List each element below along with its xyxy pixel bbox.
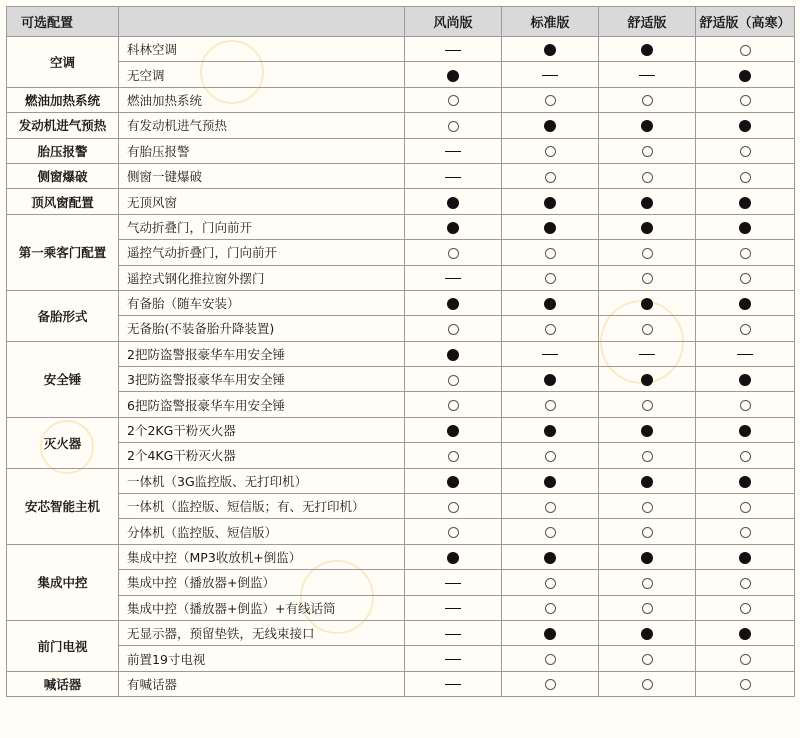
empty-circle-icon xyxy=(448,324,459,335)
empty-circle-icon xyxy=(448,502,459,513)
empty-circle-icon xyxy=(740,172,751,183)
empty-circle-icon xyxy=(448,375,459,386)
header-standard: 标准版 xyxy=(502,7,599,37)
mark-cell-comfort xyxy=(599,189,696,214)
mark-cell-comfort xyxy=(599,595,696,620)
empty-circle-icon xyxy=(740,146,751,157)
filled-circle-icon xyxy=(641,44,653,56)
mark-cell-fengshang xyxy=(405,138,502,163)
item-cell: 有发动机进气预热 xyxy=(119,113,405,138)
mark-cell-comfort-cold xyxy=(696,138,795,163)
table-row xyxy=(7,214,795,239)
table-row xyxy=(7,494,795,519)
header-row xyxy=(7,7,795,37)
item-cell: 集成中控（MP3收放机+倒监） xyxy=(119,544,405,569)
mark-cell-comfort-cold xyxy=(696,113,795,138)
mark-cell-standard xyxy=(502,163,599,188)
empty-circle-icon xyxy=(740,45,751,56)
empty-circle-icon xyxy=(448,527,459,538)
filled-circle-icon xyxy=(447,349,459,361)
empty-circle-icon xyxy=(545,273,556,284)
filled-circle-icon xyxy=(641,476,653,488)
dash-icon xyxy=(445,583,461,584)
config-table xyxy=(6,6,795,697)
empty-circle-icon xyxy=(642,451,653,462)
mark-cell-comfort xyxy=(599,138,696,163)
filled-circle-icon xyxy=(544,628,556,640)
item-cell: 2个4KG干粉灭火器 xyxy=(119,443,405,468)
table-row xyxy=(7,620,795,645)
table-row xyxy=(7,367,795,392)
mark-cell-fengshang xyxy=(405,646,502,671)
mark-cell-standard xyxy=(502,595,599,620)
filled-circle-icon xyxy=(739,628,751,640)
mark-cell-standard xyxy=(502,417,599,442)
mark-cell-comfort-cold xyxy=(696,468,795,493)
mark-cell-standard xyxy=(502,519,599,544)
item-cell: 无顶风窗 xyxy=(119,189,405,214)
empty-circle-icon xyxy=(448,95,459,106)
item-cell: 有备胎（随车安装） xyxy=(119,290,405,315)
filled-circle-icon xyxy=(544,120,556,132)
empty-circle-icon xyxy=(740,400,751,411)
item-cell: 无备胎(不装备胎升降装置) xyxy=(119,316,405,341)
empty-circle-icon xyxy=(545,95,556,106)
mark-cell-comfort xyxy=(599,62,696,87)
mark-cell-fengshang xyxy=(405,37,502,62)
mark-cell-comfort-cold xyxy=(696,265,795,290)
category-cell: 胎压报警 xyxy=(7,138,119,163)
item-cell: 侧窗一键爆破 xyxy=(119,163,405,188)
mark-cell-comfort-cold xyxy=(696,570,795,595)
item-cell: 科林空调 xyxy=(119,37,405,62)
filled-circle-icon xyxy=(641,374,653,386)
mark-cell-fengshang xyxy=(405,189,502,214)
dash-icon xyxy=(445,684,461,685)
mark-cell-fengshang xyxy=(405,341,502,366)
mark-cell-comfort xyxy=(599,316,696,341)
header-fengshang: 风尚版 xyxy=(405,7,502,37)
table-row xyxy=(7,595,795,620)
empty-circle-icon xyxy=(448,451,459,462)
category-cell: 前门电视 xyxy=(7,620,119,671)
item-cell: 一体机（3G监控版、无打印机） xyxy=(119,468,405,493)
empty-circle-icon xyxy=(740,654,751,665)
empty-circle-icon xyxy=(448,248,459,259)
item-cell: 无空调 xyxy=(119,62,405,87)
mark-cell-fengshang xyxy=(405,290,502,315)
table-row xyxy=(7,544,795,569)
mark-cell-standard xyxy=(502,341,599,366)
mark-cell-fengshang xyxy=(405,443,502,468)
category-cell: 安全锤 xyxy=(7,341,119,417)
item-cell: 2个2KG干粉灭火器 xyxy=(119,417,405,442)
mark-cell-comfort xyxy=(599,671,696,696)
mark-cell-comfort xyxy=(599,341,696,366)
filled-circle-icon xyxy=(739,425,751,437)
item-cell: 6把防盗警报豪华车用安全锤 xyxy=(119,392,405,417)
mark-cell-comfort-cold xyxy=(696,646,795,671)
table-row xyxy=(7,671,795,696)
filled-circle-icon xyxy=(641,425,653,437)
mark-cell-comfort xyxy=(599,214,696,239)
empty-circle-icon xyxy=(642,273,653,284)
category-cell: 侧窗爆破 xyxy=(7,163,119,188)
filled-circle-icon xyxy=(739,222,751,234)
table-row xyxy=(7,519,795,544)
mark-cell-fengshang xyxy=(405,62,502,87)
category-cell: 第一乘客门配置 xyxy=(7,214,119,290)
mark-cell-fengshang xyxy=(405,240,502,265)
mark-cell-standard xyxy=(502,189,599,214)
filled-circle-icon xyxy=(739,298,751,310)
mark-cell-fengshang xyxy=(405,544,502,569)
empty-circle-icon xyxy=(740,248,751,259)
empty-circle-icon xyxy=(740,273,751,284)
table-row xyxy=(7,37,795,62)
mark-cell-comfort xyxy=(599,290,696,315)
table-row xyxy=(7,189,795,214)
mark-cell-standard xyxy=(502,468,599,493)
filled-circle-icon xyxy=(544,425,556,437)
item-cell: 集成中控（播放器+倒监）+有线话筒 xyxy=(119,595,405,620)
mark-cell-fengshang xyxy=(405,392,502,417)
filled-circle-icon xyxy=(447,298,459,310)
filled-circle-icon xyxy=(544,197,556,209)
item-cell: 遥控气动折叠门，门向前开 xyxy=(119,240,405,265)
empty-circle-icon xyxy=(545,654,556,665)
mark-cell-standard xyxy=(502,646,599,671)
mark-cell-comfort xyxy=(599,113,696,138)
mark-cell-comfort-cold xyxy=(696,620,795,645)
item-cell: 2把防盗警报豪华车用安全锤 xyxy=(119,341,405,366)
mark-cell-comfort-cold xyxy=(696,595,795,620)
filled-circle-icon xyxy=(641,120,653,132)
dash-icon xyxy=(445,50,461,51)
table-row xyxy=(7,341,795,366)
mark-cell-standard xyxy=(502,113,599,138)
mark-cell-fengshang xyxy=(405,468,502,493)
mark-cell-fengshang xyxy=(405,519,502,544)
mark-cell-comfort xyxy=(599,519,696,544)
mark-cell-comfort-cold xyxy=(696,494,795,519)
filled-circle-icon xyxy=(544,374,556,386)
mark-cell-standard xyxy=(502,214,599,239)
mark-cell-comfort-cold xyxy=(696,290,795,315)
dash-icon xyxy=(542,75,558,76)
item-cell: 一体机（监控版、短信版；有、无打印机） xyxy=(119,494,405,519)
mark-cell-comfort xyxy=(599,468,696,493)
category-cell: 空调 xyxy=(7,37,119,88)
mark-cell-comfort-cold xyxy=(696,189,795,214)
empty-circle-icon xyxy=(642,248,653,259)
filled-circle-icon xyxy=(447,197,459,209)
filled-circle-icon xyxy=(544,476,556,488)
mark-cell-comfort-cold xyxy=(696,316,795,341)
mark-cell-comfort-cold xyxy=(696,671,795,696)
mark-cell-standard xyxy=(502,62,599,87)
item-cell: 燃油加热系统 xyxy=(119,87,405,112)
dash-icon xyxy=(639,75,655,76)
mark-cell-standard xyxy=(502,443,599,468)
table-row xyxy=(7,290,795,315)
empty-circle-icon xyxy=(642,95,653,106)
mark-cell-fengshang xyxy=(405,494,502,519)
empty-circle-icon xyxy=(545,679,556,690)
empty-circle-icon xyxy=(448,121,459,132)
mark-cell-fengshang xyxy=(405,367,502,392)
header-comfort: 舒适版 xyxy=(599,7,696,37)
filled-circle-icon xyxy=(447,425,459,437)
empty-circle-icon xyxy=(642,172,653,183)
mark-cell-comfort xyxy=(599,494,696,519)
mark-cell-fengshang xyxy=(405,214,502,239)
empty-circle-icon xyxy=(642,146,653,157)
item-cell: 有喊话器 xyxy=(119,671,405,696)
mark-cell-comfort xyxy=(599,367,696,392)
mark-cell-fengshang xyxy=(405,570,502,595)
empty-circle-icon xyxy=(642,527,653,538)
category-cell: 顶风窗配置 xyxy=(7,189,119,214)
mark-cell-comfort xyxy=(599,87,696,112)
filled-circle-icon xyxy=(739,70,751,82)
mark-cell-standard xyxy=(502,138,599,163)
filled-circle-icon xyxy=(641,222,653,234)
filled-circle-icon xyxy=(641,197,653,209)
filled-circle-icon xyxy=(447,552,459,564)
empty-circle-icon xyxy=(545,324,556,335)
table-row xyxy=(7,316,795,341)
empty-circle-icon xyxy=(545,172,556,183)
empty-circle-icon xyxy=(545,527,556,538)
table-row xyxy=(7,62,795,87)
mark-cell-standard xyxy=(502,240,599,265)
table-row xyxy=(7,646,795,671)
category-cell: 安芯智能主机 xyxy=(7,468,119,544)
header-option-config: 可选配置 xyxy=(7,7,119,37)
mark-cell-comfort-cold xyxy=(696,417,795,442)
mark-cell-fengshang xyxy=(405,265,502,290)
table-row xyxy=(7,163,795,188)
header-comfort-cold: 舒适版（高寒） xyxy=(696,7,795,37)
empty-circle-icon xyxy=(642,400,653,411)
table-row xyxy=(7,443,795,468)
table-row xyxy=(7,138,795,163)
filled-circle-icon xyxy=(641,552,653,564)
mark-cell-comfort-cold xyxy=(696,341,795,366)
mark-cell-comfort-cold xyxy=(696,443,795,468)
mark-cell-comfort-cold xyxy=(696,519,795,544)
empty-circle-icon xyxy=(642,603,653,614)
mark-cell-comfort-cold xyxy=(696,367,795,392)
filled-circle-icon xyxy=(739,476,751,488)
dash-icon xyxy=(445,634,461,635)
mark-cell-standard xyxy=(502,570,599,595)
mark-cell-fengshang xyxy=(405,87,502,112)
filled-circle-icon xyxy=(739,197,751,209)
dash-icon xyxy=(445,278,461,279)
filled-circle-icon xyxy=(544,222,556,234)
mark-cell-standard xyxy=(502,620,599,645)
empty-circle-icon xyxy=(642,324,653,335)
mark-cell-comfort-cold xyxy=(696,37,795,62)
empty-circle-icon xyxy=(740,95,751,106)
filled-circle-icon xyxy=(544,44,556,56)
filled-circle-icon xyxy=(447,476,459,488)
mark-cell-standard xyxy=(502,367,599,392)
table-row xyxy=(7,570,795,595)
mark-cell-comfort xyxy=(599,443,696,468)
category-cell: 备胎形式 xyxy=(7,290,119,341)
dash-icon xyxy=(445,151,461,152)
category-cell: 喊话器 xyxy=(7,671,119,696)
filled-circle-icon xyxy=(739,552,751,564)
mark-cell-comfort-cold xyxy=(696,163,795,188)
dash-icon xyxy=(445,608,461,609)
filled-circle-icon xyxy=(641,298,653,310)
mark-cell-comfort xyxy=(599,265,696,290)
item-cell: 气动折叠门，门向前开 xyxy=(119,214,405,239)
empty-circle-icon xyxy=(740,578,751,589)
mark-cell-standard xyxy=(502,265,599,290)
mark-cell-comfort-cold xyxy=(696,240,795,265)
empty-circle-icon xyxy=(740,451,751,462)
table-row xyxy=(7,113,795,138)
mark-cell-comfort-cold xyxy=(696,544,795,569)
filled-circle-icon xyxy=(739,120,751,132)
table-row xyxy=(7,468,795,493)
mark-cell-comfort xyxy=(599,37,696,62)
mark-cell-comfort-cold xyxy=(696,62,795,87)
filled-circle-icon xyxy=(641,628,653,640)
mark-cell-fengshang xyxy=(405,671,502,696)
empty-circle-icon xyxy=(740,502,751,513)
empty-circle-icon xyxy=(740,324,751,335)
empty-circle-icon xyxy=(642,502,653,513)
item-cell: 遥控式钢化推拉窗外摆门 xyxy=(119,265,405,290)
mark-cell-comfort xyxy=(599,240,696,265)
mark-cell-standard xyxy=(502,316,599,341)
mark-cell-comfort xyxy=(599,570,696,595)
empty-circle-icon xyxy=(740,527,751,538)
empty-circle-icon xyxy=(545,400,556,411)
filled-circle-icon xyxy=(447,70,459,82)
mark-cell-standard xyxy=(502,87,599,112)
mark-cell-comfort xyxy=(599,392,696,417)
category-cell: 发动机进气预热 xyxy=(7,113,119,138)
item-cell: 3把防盗警报豪华车用安全锤 xyxy=(119,367,405,392)
item-cell: 集成中控（播放器+倒监） xyxy=(119,570,405,595)
empty-circle-icon xyxy=(740,679,751,690)
table-row xyxy=(7,87,795,112)
mark-cell-standard xyxy=(502,671,599,696)
table-row xyxy=(7,265,795,290)
category-cell: 燃油加热系统 xyxy=(7,87,119,112)
mark-cell-comfort-cold xyxy=(696,87,795,112)
table-row xyxy=(7,417,795,442)
empty-circle-icon xyxy=(448,400,459,411)
filled-circle-icon xyxy=(447,222,459,234)
table-row xyxy=(7,392,795,417)
mark-cell-fengshang xyxy=(405,316,502,341)
category-cell: 灭火器 xyxy=(7,417,119,468)
mark-cell-comfort xyxy=(599,620,696,645)
config-table-body xyxy=(7,37,795,697)
empty-circle-icon xyxy=(642,654,653,665)
mark-cell-standard xyxy=(502,544,599,569)
mark-cell-standard xyxy=(502,494,599,519)
filled-circle-icon xyxy=(544,552,556,564)
dash-icon xyxy=(737,354,753,355)
empty-circle-icon xyxy=(740,603,751,614)
filled-circle-icon xyxy=(739,374,751,386)
table-row xyxy=(7,240,795,265)
mark-cell-fengshang xyxy=(405,113,502,138)
dash-icon xyxy=(445,177,461,178)
empty-circle-icon xyxy=(642,578,653,589)
item-cell: 有胎压报警 xyxy=(119,138,405,163)
item-cell: 分体机（监控版、短信版） xyxy=(119,519,405,544)
mark-cell-comfort xyxy=(599,163,696,188)
empty-circle-icon xyxy=(545,502,556,513)
mark-cell-standard xyxy=(502,290,599,315)
mark-cell-comfort xyxy=(599,646,696,671)
dash-icon xyxy=(445,659,461,660)
empty-circle-icon xyxy=(545,603,556,614)
mark-cell-comfort xyxy=(599,417,696,442)
dash-icon xyxy=(542,354,558,355)
header-item xyxy=(119,7,405,37)
category-cell: 集成中控 xyxy=(7,544,119,620)
empty-circle-icon xyxy=(545,146,556,157)
mark-cell-standard xyxy=(502,392,599,417)
mark-cell-fengshang xyxy=(405,417,502,442)
empty-circle-icon xyxy=(545,248,556,259)
empty-circle-icon xyxy=(545,451,556,462)
mark-cell-standard xyxy=(502,37,599,62)
filled-circle-icon xyxy=(544,298,556,310)
mark-cell-comfort xyxy=(599,544,696,569)
empty-circle-icon xyxy=(545,578,556,589)
empty-circle-icon xyxy=(642,679,653,690)
dash-icon xyxy=(639,354,655,355)
item-cell: 前置19寸电视 xyxy=(119,646,405,671)
mark-cell-fengshang xyxy=(405,620,502,645)
mark-cell-fengshang xyxy=(405,163,502,188)
mark-cell-comfort-cold xyxy=(696,392,795,417)
item-cell: 无显示器，预留垫铁，无线束接口 xyxy=(119,620,405,645)
mark-cell-comfort-cold xyxy=(696,214,795,239)
mark-cell-fengshang xyxy=(405,595,502,620)
